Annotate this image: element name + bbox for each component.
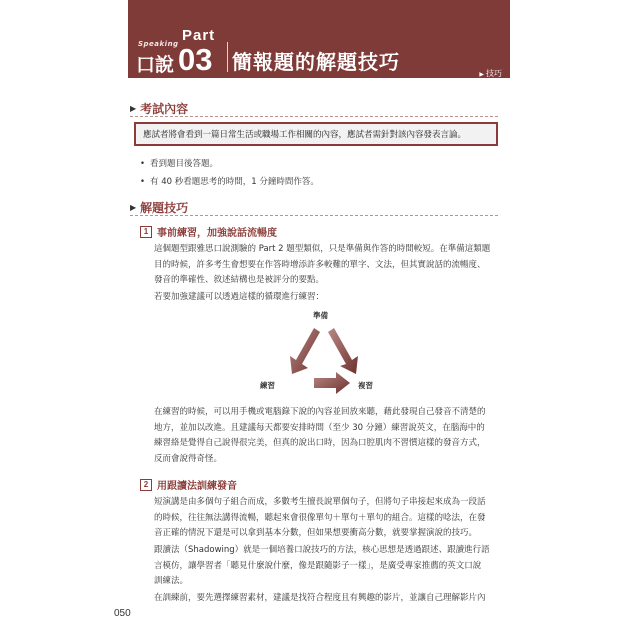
technique-1-number: 1	[140, 226, 152, 238]
exam-bullet-list	[140, 157, 500, 193]
technique-1-paragraph-3: 在練習的時候，可以用手機或電腦錄下說的內容並回放來聽，藉此發現自己發音不清楚的 地方，並加以改進。且建議每天都要安排時間（至少 30 分鐘）練習說英文，在腦海中的 練習絡是覺得自己說得很完美，但真的說出口時，因為口腔肌肉不習慣這樣的發音方式， 反而會說得奇怪。	[154, 407, 486, 464]
technique-2-number: 2	[140, 479, 152, 491]
practice-cycle-diagram	[256, 308, 386, 400]
technique-2-paragraph-1: 短演講是由多個句子組合而成，多數考生擅長說單個句子，但將句子串接起來成為一段話 的時候，往往無法講得流暢，聽起來會很像單句＋單句＋單句的組合。這樣的唸法，在發 音正確的情況下還是可以拿到基本分數，但如果想要衝高分數，就要掌握演說的技巧。	[154, 497, 486, 538]
category-label: 口說	[136, 54, 175, 76]
technique-1-title: 事前練習，加強說話流暢度	[157, 228, 277, 239]
section-tag	[479, 68, 502, 79]
part-label: Part	[182, 27, 216, 44]
part-number: 03	[178, 42, 213, 77]
triangle-icon: ▶	[479, 71, 484, 78]
techniques-heading	[130, 199, 188, 216]
exam-content-heading-text: 考試內容	[140, 102, 189, 116]
techniques-heading-text: 解題技巧	[140, 201, 189, 215]
list-item: • 有 40 秒看題思考的時間，1 分鐘時間作答。	[140, 177, 319, 187]
exam-content-heading	[130, 100, 188, 117]
section-divider	[130, 116, 498, 117]
arrow-icon: ▶	[130, 104, 137, 113]
exam-notice-box: 應試者將會看到一篇日常生活或職場工作相關的內容，應試者需針對該內容發表言論。	[134, 122, 498, 146]
bullet-icon: •	[140, 177, 146, 187]
section-tag-label: 技巧	[486, 69, 502, 78]
section-divider	[130, 215, 498, 216]
technique-2-paragraph-2: 跟讀法（Shadowing）就是一個培養口說技巧的方法，核心思想是透過跟述、跟讀進行語 言模仿，讓學習者「聽見什麼說什麼，像是跟隨影子一樣」，是廣受專家推薦的英文口說 訓練法。	[154, 545, 490, 586]
cycle-label-practice: 練習	[260, 381, 275, 390]
arrow-icon: ▶	[130, 203, 137, 212]
technique-2-paragraph-3: 在訓練前，要先選擇練習素材，建議是找符合程度且有興趣的影片，並讓自己理解影片內	[154, 593, 486, 603]
bullet-icon: •	[140, 159, 146, 169]
technique-1-paragraph-2: 若要加強建議可以透過這樣的循環進行練習：	[154, 292, 325, 302]
technique-2-heading	[140, 477, 237, 492]
chapter-header	[128, 0, 510, 78]
page-number: 050	[114, 608, 131, 619]
cycle-label-prepare: 準備	[313, 311, 328, 320]
chapter-title: 簡報題的解題技巧	[232, 50, 400, 74]
technique-2-title: 用跟讀法訓練發音	[157, 481, 237, 492]
speaking-label: Speaking	[138, 40, 179, 48]
list-item: • 看到題目後答題。	[140, 159, 219, 169]
header-divider	[227, 42, 228, 72]
technique-1-heading	[140, 224, 277, 239]
cycle-label-review: 複習	[358, 381, 373, 390]
technique-1-paragraph-1: 這個題型跟雅思口說測驗的 Part 2 題型類似，只是準備與作答的時間較短。在準備這類題 目的時候，許多考生會想要在作答時增添許多較難的單字、文法，但其實說話的流暢度、 發音的準確性、敘述結構也是被評分的要點。	[154, 244, 491, 285]
